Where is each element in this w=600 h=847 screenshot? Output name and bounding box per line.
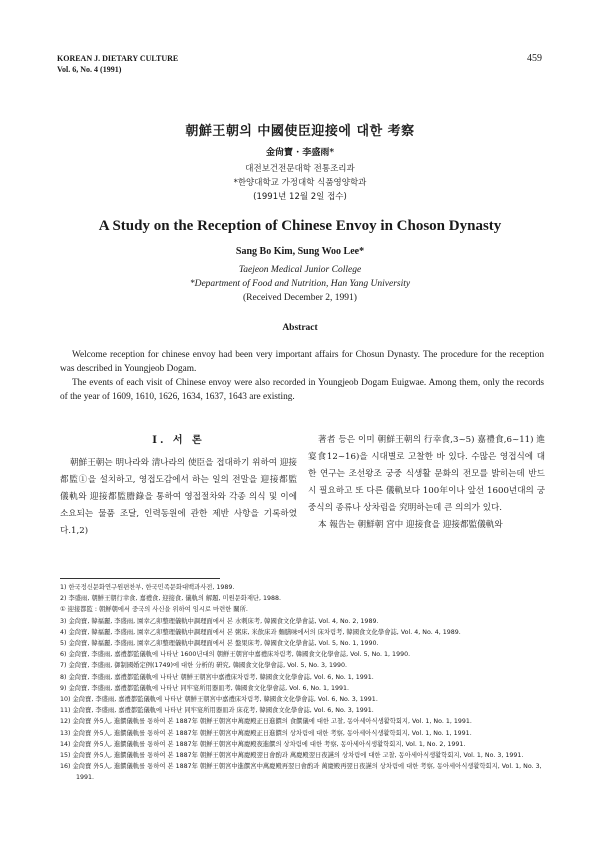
footnote: 14) 金尙寶 外5人, 進饌儀軌를 통하여 본 1887年 朝鮮王朝宮中萬慶殿夜進饌의 상차림에 대한 考察, 동아세아식생활학회지, Vol. 1, No. 2, 1991.: [60, 740, 466, 748]
english-title: A Study on the Reception of Chinese Envoy in Choson Dynasty: [98, 218, 502, 234]
body-right-column: [308, 432, 545, 534]
footnotes: [60, 582, 546, 784]
korean-affiliation-1: 대전보건전문대학 전통조리과: [245, 164, 355, 174]
footnote: 7) 金尙寶, 李盛雨, 御制國婚定例(1749)에 대한 分析的 硏究, 韓國食文化學會誌, Vol. 5, No. 3, 1990.: [60, 662, 348, 670]
intro-paragraph-2: 著者 등은 이미 朝鮮王朝의 行幸食,3~5) 嘉禮食,6~11) 進宴食12~16)을 시대별로 고찰한 바 있다. 수많은 영접식에 대한 연구는 조선왕조 궁중 식생활 문화의 전모를 밝히는데 반드시 필요하고 또 다른 儀軌보다 100年이나 앞선 1600년대의 궁중식의 종류나 상차림을 究明하는데 큰 의의가 있다.: [308, 435, 545, 513]
body-left-column: [60, 432, 297, 540]
korean-received-date: (1991년 12월 2일 접수): [253, 192, 347, 202]
section-title-introduction: I. 서 론: [152, 435, 205, 446]
korean-affiliations: [0, 162, 600, 204]
english-affiliations: [0, 263, 600, 305]
footnote: 1) 한국정신문화연구원편찬부, 한국민족문화대백과사전, 1989.: [60, 584, 235, 591]
abstract-paragraph-2: The events of each visit of Chinese envoy were also recorded in Youngjeob Dogam Euigwae. Among them, only the records of the year of 1609, 1610, 1626, 1634, 1637, 1643 are existing.: [60, 378, 544, 402]
footnote: 11) 金尙寶, 李盛雨, 嘉禮都監儀軌에 나타난 同牢宴所用器皿과 床花考, 韓國食文化學會誌, Vol. 6, No. 3, 1991.: [60, 707, 374, 715]
english-received-date: (Received December 2, 1991): [243, 293, 357, 303]
page-number: 459: [527, 53, 542, 64]
english-affiliation-1: Taejeon Medical Junior College: [238, 265, 362, 275]
footnote: 8) 金尙寶, 李盛雨, 嘉禮都監儀軌에 나타난 朝鮮王朝宮中嘉禮床차림考, 韓國食文化學會誌, Vol. 6, No. 1, 1991.: [60, 673, 374, 681]
footnote: 6) 金尙寶, 李盛雨, 嘉禮都監儀軌에 나타난 1600년대의 朝鮮王朝宮中嘉禮床차림考, 韓國食文化學會誌, Vol. 5, No. 1, 1990.: [60, 651, 411, 659]
footnote: 12) 金尙寶 外5人, 進饌儀軌를 통하여 본 1887年 朝鮮王朝宮中萬慶殿正日進饌의 食饌儀에 대한 고찰, 동아세아식생활학회지, Vol. 1, No. 1, 1991.: [60, 718, 472, 726]
footnote: 2) 李盛雨, 朝鮮王朝行幸食, 嘉禮食, 迎接食, 儀軌의 解題, 미원문화재단, 1988.: [60, 595, 282, 603]
footnote: 13) 金尙寶 外5人, 進饌儀軌를 통하여 본 1887年 朝鮮王朝宮中萬慶殿正日進饌의 상차림에 대한 考察, 동아세아식생활학회지, Vol. 1, No. 1, 1991.: [60, 729, 472, 737]
footnote: 5) 金尙寶, 韓福麗, 李盛雨, 園幸乙卯整理儀軌中調理面에서 본 盤果床考, 韓國食文化學會誌, Vol. 5, No. 1, 1990.: [60, 640, 379, 648]
footnote-divider: [60, 578, 220, 579]
korean-authors: 金尙寶 · 李盛雨*: [265, 148, 335, 158]
footnote: 16) 金尙寶 外5人, 進饌儀軌를 통하여 본 1887年 朝鮮王朝宮中進饌宮中萬慶殿再翌日會酌과 萬慶殿再翌日夜讌의 상차림에 대한 考察, 동아세아식생활학회지, Vol. 1, No. 3, 1991.: [60, 763, 542, 782]
korean-affiliation-2: *한양대학교 가정대학 식품영양학과: [233, 178, 367, 188]
intro-paragraph-1: 朝鮮王朝는 明나라와 淸나라의 使臣을 접대하기 위하여 迎接都監①을 설치하고, 영접도감에서 하는 일의 전말을 迎接都監儀軌와 迎接都監謄錄을 통하여 영접절차와 각종 의식 및 이에 소요되는 물품 조달, 인력동원에 관한 제반 사항을 기록하였다.1,2): [60, 458, 297, 536]
abstract-heading: Abstract: [282, 323, 318, 333]
journal-volume: Vol. 6, No. 4 (1991): [57, 65, 122, 74]
abstract-body: [60, 348, 544, 404]
korean-title: 朝鮮王朝의 中國使臣迎接에 대한 考察: [185, 124, 415, 139]
footnote: 10) 金尙寶, 李盛雨, 嘉禮都監儀軌에 나타난 朝鮮王朝宮中嘉禮床차림考, 韓國食文化學會誌, Vol. 6, No. 3, 1991.: [60, 696, 378, 704]
journal-name: KOREAN J. DIETARY CULTURE: [57, 54, 179, 63]
footnote: ① 迎接都監 : 朝鮮朝에서 중국의 사신을 위하여 임시로 마련한 關所.: [60, 606, 248, 614]
footnote: 15) 金尙寶 外5人, 進饌儀軌를 통하여 본 1887年 朝鮮王朝宮中萬慶殿翌日會酌과 萬慶殿翌日夜讌의 상차림에 대한 고찰, 동아세아식생활학회지, Vol. 1, No. 3, 1991.: [60, 752, 524, 760]
intro-paragraph-3: 本 報告는 朝鮮朝 宮中 迎接食을 迎接都監儀軌와: [318, 520, 503, 530]
english-affiliation-2: *Department of Food and Nutrition, Han Yang University: [189, 279, 411, 289]
footnote: 4) 金尙寶, 韓福麗, 李盛雨, 園幸乙卯整理儀軌中調理面에서 본 粥床, 米飮床과 麵膳味에서의 床차림考, 韓國食文化學會誌, Vol. 4, No. 4, 1989.: [60, 628, 461, 636]
journal-header: [57, 53, 178, 75]
footnote: 3) 金尙寶, 韓福麗, 李盛雨, 園幸乙卯整理儀軌中調理面에서 본 水剌床考, 韓國食文化學會誌, Vol. 4, No. 2, 1989.: [60, 617, 379, 625]
english-authors: Sang Bo Kim, Sung Woo Lee*: [235, 246, 365, 257]
footnote: 9) 金尙寶, 李盛雨, 嘉禮都監儀軌에 나타난 同牢宴所用器皿考, 韓國食文化學會誌, Vol. 6, No. 1, 1991.: [60, 684, 350, 692]
abstract-paragraph-1: Welcome reception for chinese envoy had been very important affairs for Chosun Dynasty. The procedure for the reception was described in Youngjeob Dogam.: [60, 350, 544, 374]
